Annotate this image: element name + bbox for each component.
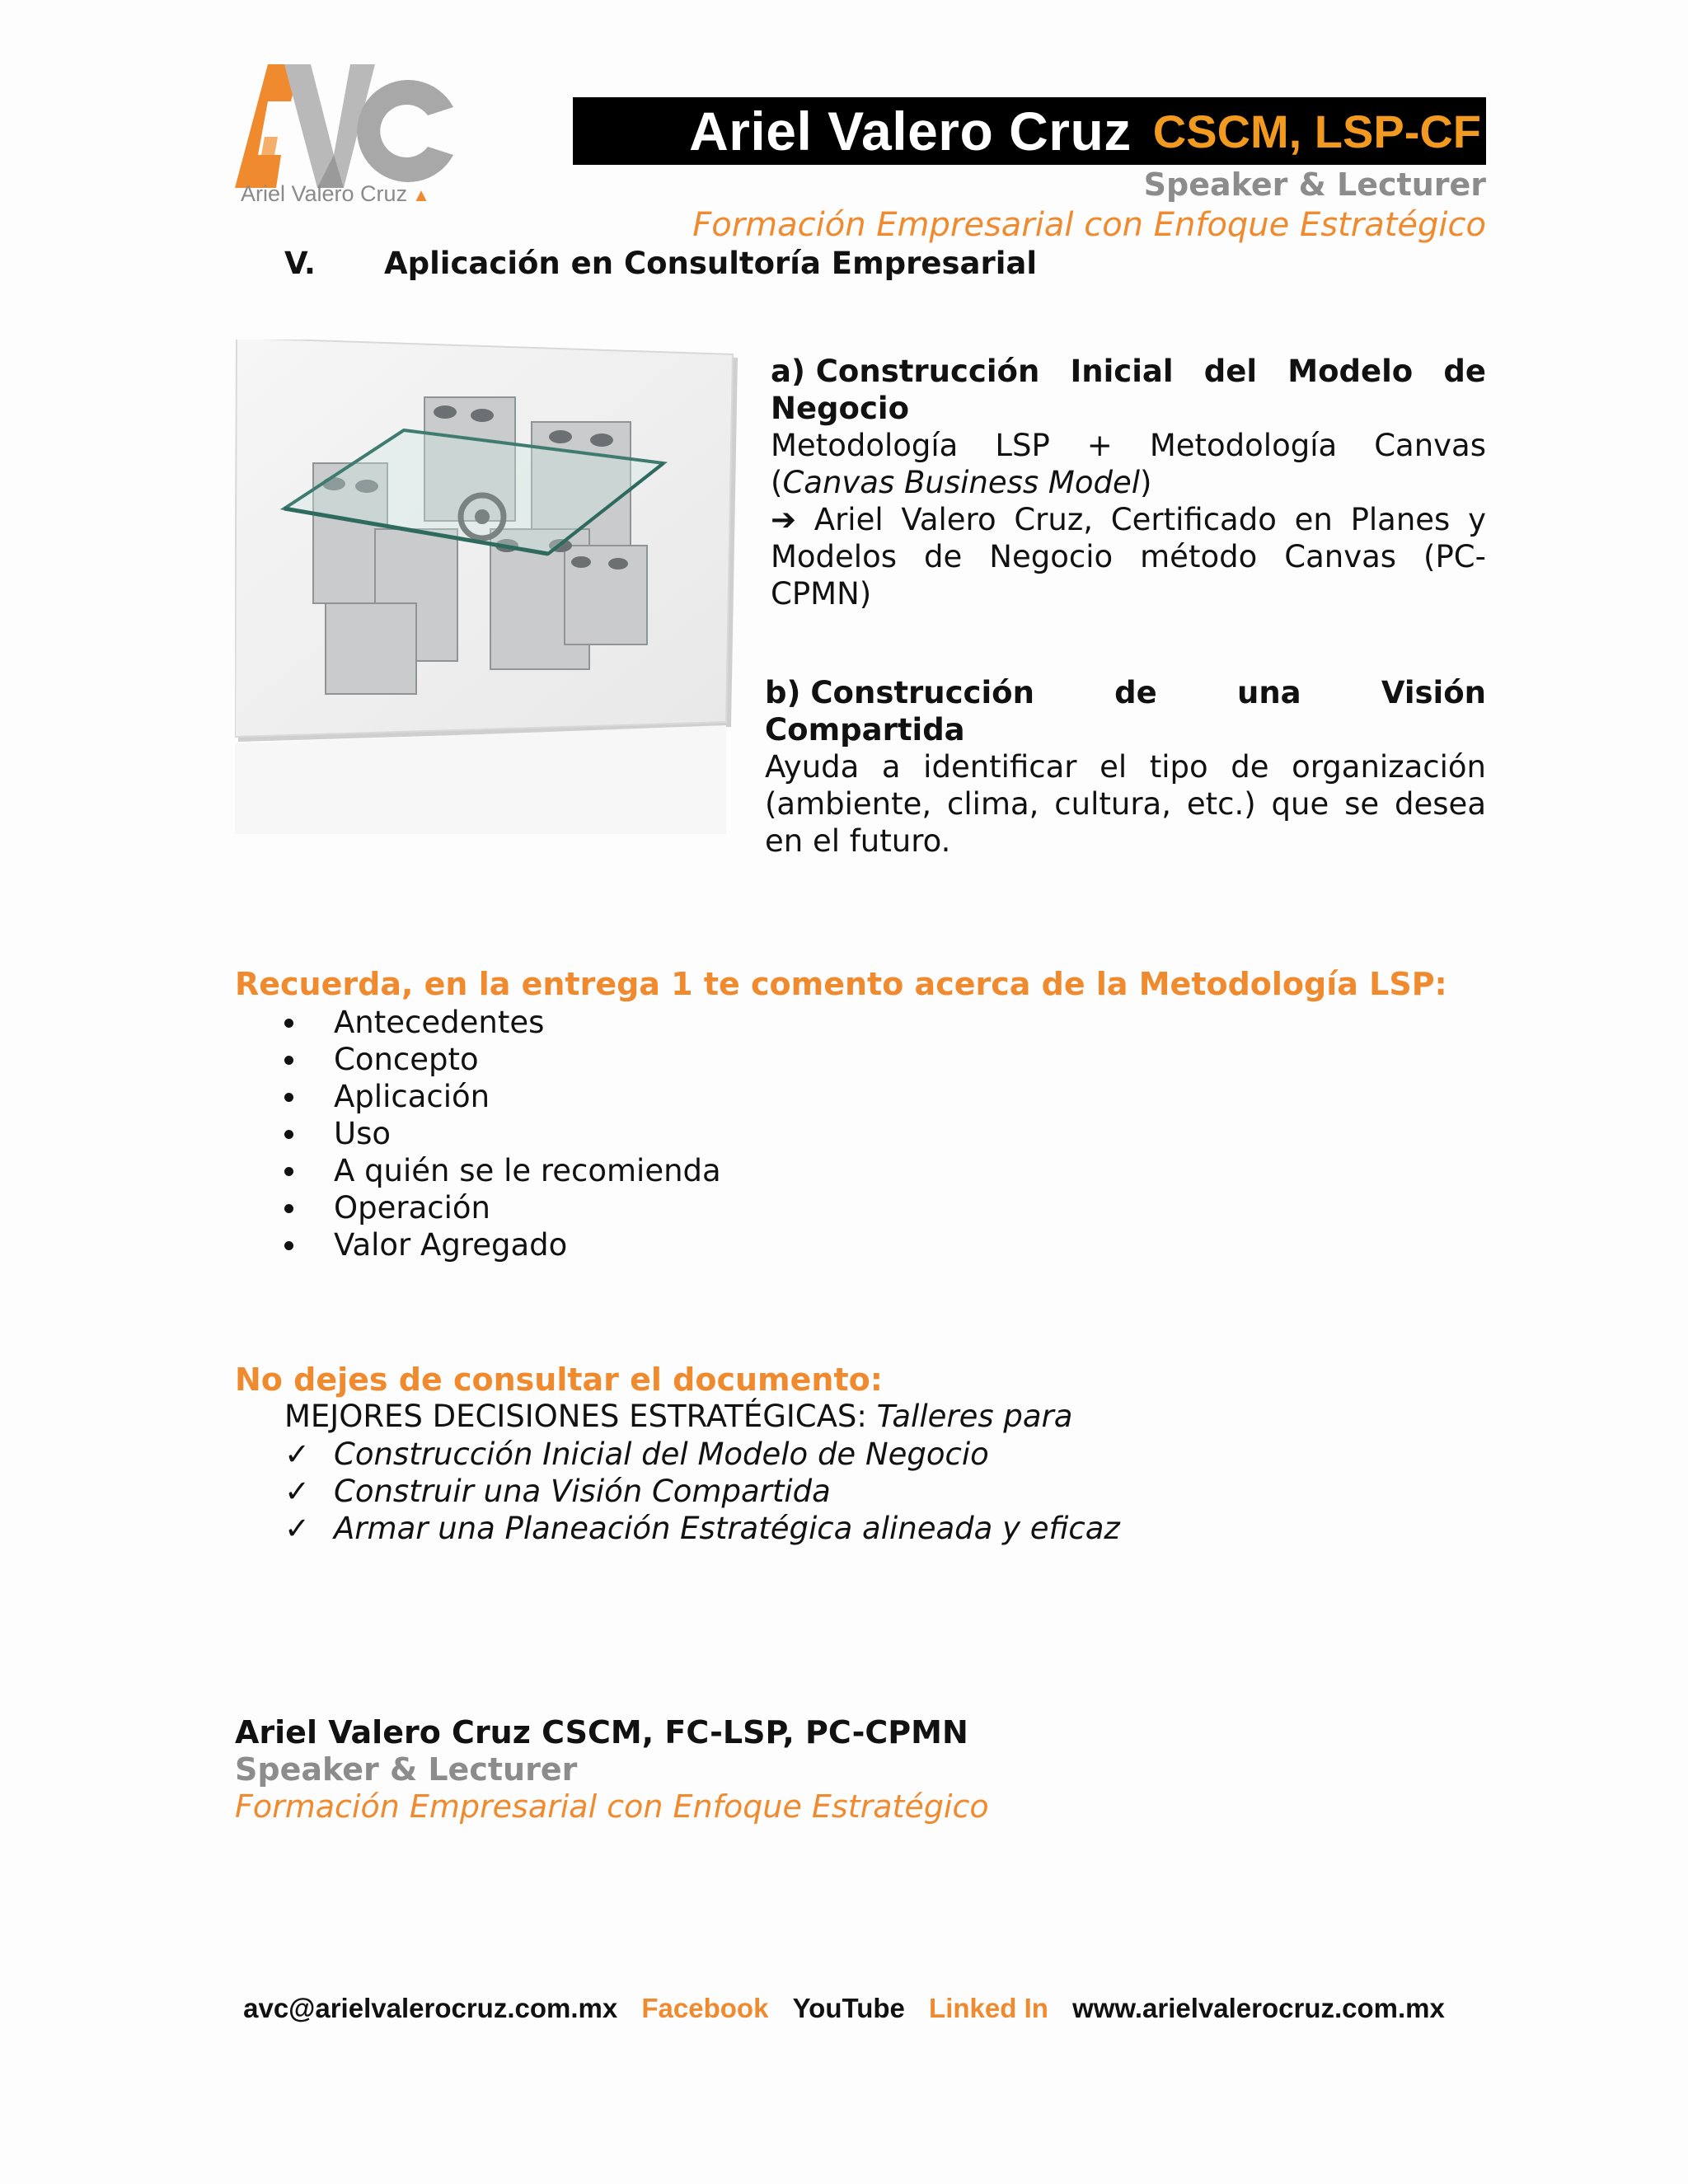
list-item: ✓ Construcción Inicial del Modelo de Negocio <box>284 1436 989 1472</box>
list-item: Antecedentes <box>284 1004 721 1041</box>
signature-tagline: Formación Empresarial con Enfoque Estratégico <box>235 1788 989 1825</box>
header-credentials: CSCM, LSP-CF <box>1152 105 1481 157</box>
footer-website-link[interactable]: www.arielvalerocruz.com.mx <box>1072 1993 1445 2023</box>
bullet-icon <box>284 1167 293 1176</box>
bullet-icon <box>284 1130 293 1139</box>
footer-linkedin-link[interactable]: Linked In <box>929 1993 1048 2023</box>
checkmark-icon: ✓ <box>284 1511 311 1546</box>
block-a-label: a) <box>771 354 805 389</box>
header-name: Ariel Valero Cruz <box>689 101 1132 162</box>
documento-list <box>284 1436 1120 1547</box>
bullet-icon <box>284 1204 293 1213</box>
list-item: ✓ Construir una Visión Compartida <box>284 1474 831 1509</box>
list-item: ✓ Armar una Planeación Estratégica alineada y eficaz <box>284 1511 1120 1546</box>
bullet-icon <box>284 1019 293 1028</box>
footer-youtube-link[interactable]: YouTube <box>792 1993 905 2023</box>
block-a-certification: ➔ Ariel Valero Cruz, Certificado en Planes y Modelos de Negocio método Canvas (PC-CPMN) <box>771 502 1486 612</box>
section-title: Aplicación en Consultoría Empresarial <box>384 246 1038 281</box>
logo-caption: Ariel Valero Cruz ▲ <box>241 181 430 206</box>
list-item: A quién se le recomienda <box>284 1152 721 1189</box>
bullet-icon <box>284 1241 293 1250</box>
list-item: Valor Agregado <box>284 1226 721 1263</box>
header-tagline: Formación Empresarial con Enfoque Estratégico <box>692 206 1486 244</box>
header-banner <box>573 97 1486 165</box>
list-item: Aplicación <box>284 1078 721 1115</box>
triangle-icon: ▲ <box>412 185 430 205</box>
footer-email-link[interactable]: avc@arielvalerocruz.com.mx <box>243 1993 618 2023</box>
block-b-label: b) <box>765 675 801 710</box>
checkmark-icon: ✓ <box>284 1436 311 1472</box>
recuerda-list <box>284 1004 721 1263</box>
block-b-body: Ayuda a identificar el tipo de organización (ambiente, clima, cultura, etc.) que se desea en el futuro. <box>765 749 1486 859</box>
documento-heading: No dejes de consultar el documento: <box>235 1361 883 1398</box>
block-b <box>765 674 1486 860</box>
bullet-icon <box>284 1056 293 1065</box>
documento-title: MEJORES DECISIONES ESTRATÉGICAS: Talleres para <box>284 1399 1073 1434</box>
block-a <box>771 353 1486 612</box>
arrow-right-icon: ➔ <box>771 502 797 537</box>
checkmark-icon: ✓ <box>284 1474 311 1509</box>
footer-facebook-link[interactable]: Facebook <box>641 1993 769 2023</box>
list-item: Operación <box>284 1189 721 1226</box>
recuerda-heading: Recuerda, en la entrega 1 te comento acerca de la Metodología LSP: <box>235 966 1447 1002</box>
list-item: Uso <box>284 1115 721 1152</box>
bullet-icon <box>284 1093 293 1102</box>
signature-subtitle: Speaker & Lecturer <box>235 1751 578 1788</box>
header-subtitle: Speaker & Lecturer <box>1143 166 1486 203</box>
footer <box>0 1993 1688 2024</box>
block-a-title: a) Construcción Inicial del Modelo de <box>771 354 1486 389</box>
block-b-title: b) Construcción de una Visión Compartida <box>765 675 1486 748</box>
signature-name: Ariel Valero Cruz CSCM, FC-LSP, PC-CPMN <box>235 1714 968 1750</box>
block-a-methods: Metodología LSP + Metodología Canvas <box>771 428 1486 463</box>
block-a-canvas-model: (Canvas Business Model) <box>771 465 1152 500</box>
list-item: Concepto <box>284 1041 721 1078</box>
lego-glass-table-image <box>235 340 738 841</box>
block-a-title-end: Negocio <box>771 391 909 426</box>
section-number: V. <box>284 246 316 281</box>
